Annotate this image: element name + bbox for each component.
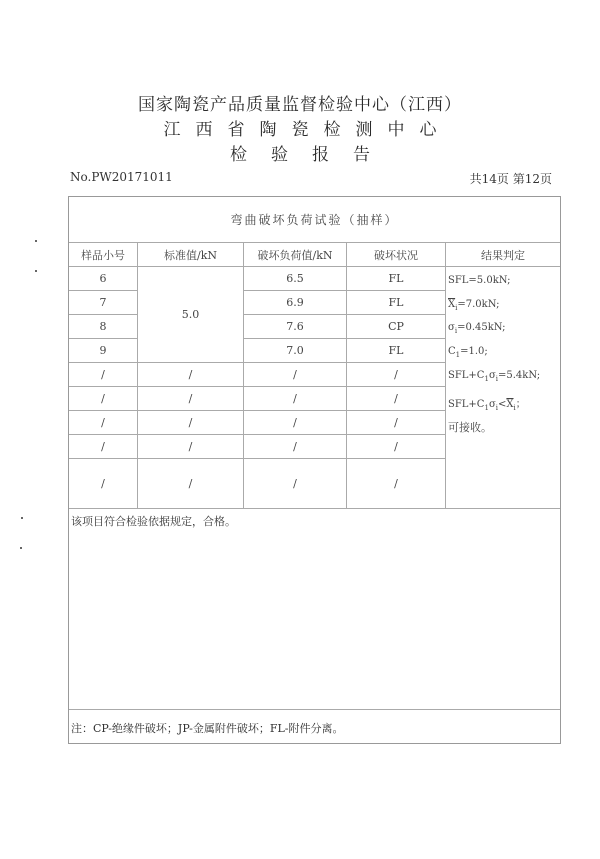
table-row-cell-status: FL [347, 267, 446, 291]
col-header-sample-no: 样品小号 [69, 243, 138, 267]
result-line-sum: $SFL+C_1\sigma_i=5.4kN$; [448, 370, 541, 383]
col-header-standard-value: 标准值/kN [138, 243, 244, 267]
table-row-cell-std: / [138, 411, 244, 435]
table-row-cell-no: 6 [69, 267, 138, 291]
col-header-failure-load: 破坏负荷值/kN [244, 243, 347, 267]
scan-speck [35, 240, 37, 242]
footnote: 注：CP-绝缘件破坏；JP-金属附件破坏；FL-附件分离。 [71, 722, 344, 735]
result-line-sigma: $\sigma_i=0.45kN$; [448, 322, 506, 335]
table-row-cell-load: 6.9 [244, 291, 347, 315]
table-row-cell-no: 9 [69, 339, 138, 363]
result-line-sfl: SFL=5.0kN; [448, 275, 511, 286]
table-row-cell-load: 6.5 [244, 267, 347, 291]
table-row-cell-no: 8 [69, 315, 138, 339]
table-row-cell-status: / [347, 459, 446, 509]
result-line-mean: $\overline{X}_i=7.0kN$; [448, 299, 500, 312]
table-title: 弯曲破坏负荷试验（抽样） [69, 197, 560, 243]
result-line-accept: 可接收。 [448, 421, 492, 434]
table-row-cell-load: / [244, 411, 347, 435]
table-row-cell-load: 7.6 [244, 315, 347, 339]
table-row-cell-std: / [138, 435, 244, 459]
table-row-cell-no: / [69, 387, 138, 411]
standard-value-merged: 5.0 [138, 267, 244, 363]
table-row-cell-status: / [347, 387, 446, 411]
table-row-cell-load: / [244, 363, 347, 387]
table-row-cell-status: CP [347, 315, 446, 339]
header-line-2: 江西省陶瓷检测中心 [163, 120, 452, 140]
table-row-cell-status: / [347, 435, 446, 459]
report-number: No.PW20171011 [70, 170, 173, 184]
note-divider [69, 709, 560, 710]
table-row-cell-no: / [69, 435, 138, 459]
page-info: 共14页 第12页 [469, 172, 552, 186]
header-line-3: 检验报告 [230, 145, 394, 165]
table-row-cell-status: / [347, 411, 446, 435]
table-row-cell-no: 7 [69, 291, 138, 315]
result-line-c1: $C_1=1.0$; [448, 346, 488, 359]
scan-speck [20, 547, 22, 549]
table-row-cell-load: 7.0 [244, 339, 347, 363]
table-row-cell-load: / [244, 387, 347, 411]
table-row-cell-load: / [244, 459, 347, 509]
table-row-cell-status: FL [347, 291, 446, 315]
table-row-cell-no: / [69, 363, 138, 387]
result-judgement [446, 267, 560, 509]
table-row-cell-status: FL [347, 339, 446, 363]
header-line-1: 国家陶瓷产品质量监督检验中心（江西） [138, 95, 462, 115]
scan-speck [35, 270, 37, 272]
table-row-cell-std: / [138, 459, 244, 509]
table-row-cell-status: / [347, 363, 446, 387]
table-row-cell-load: / [244, 435, 347, 459]
scan-speck [21, 517, 23, 519]
table-row-cell-no: / [69, 411, 138, 435]
col-header-result: 结果判定 [446, 243, 560, 267]
conclusion-text: 该项目符合检验依据规定，合格。 [71, 515, 236, 528]
report-table [68, 196, 561, 744]
table-row-cell-std: / [138, 363, 244, 387]
result-line-compare: $SFL+C_1\sigma_i<\overline{X}_i$； [448, 399, 526, 412]
table-row-cell-std: / [138, 387, 244, 411]
col-header-failure-status: 破坏状况 [347, 243, 446, 267]
table-row-cell-no: / [69, 459, 138, 509]
